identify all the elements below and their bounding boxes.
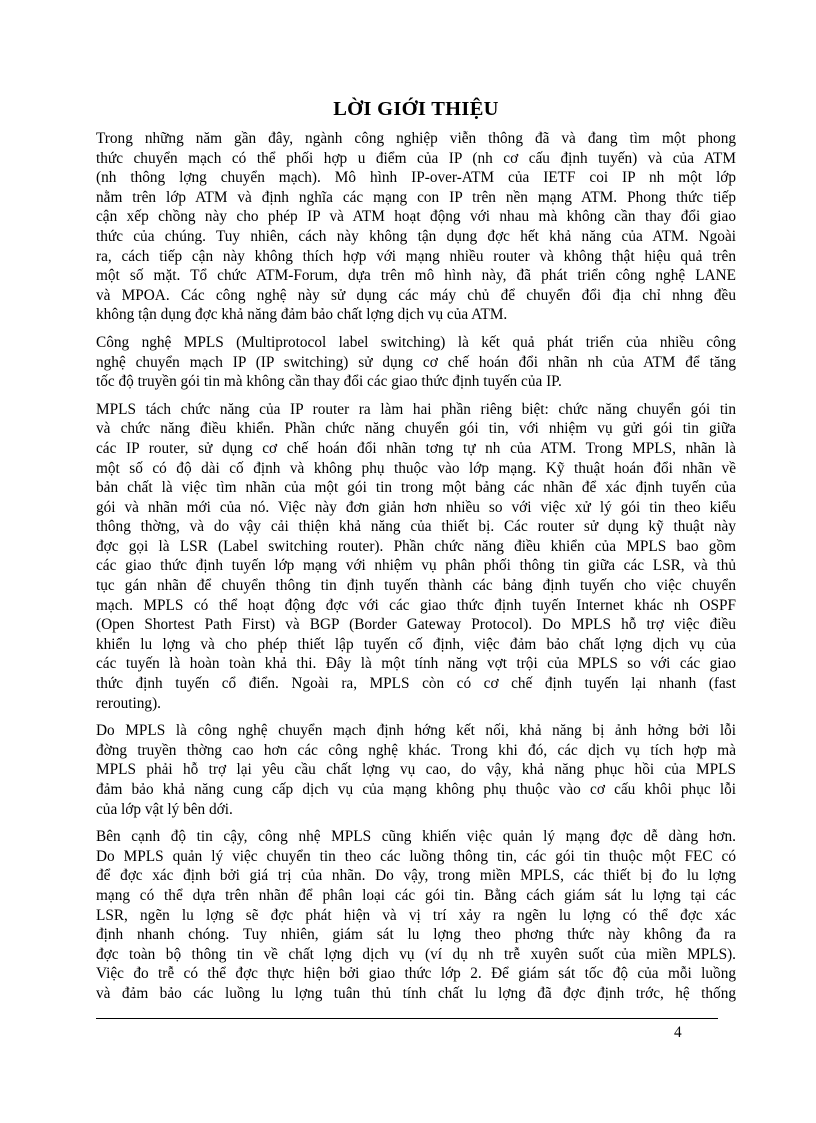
text-line: LSR, ngẽn lu lợng sẽ đợc phát hiện và vị trí xảy ra ngẽn lu lợng có thể đợc xác [96, 906, 736, 924]
text-line: một số mặt. Tổ chức ATM-Forum, dựa trên mô hình này, đã phát triển công nghệ LANE [96, 267, 736, 285]
text-line: bản chất là việc tìm nhãn của một gói tin trong một bảng các nhãn để xác định tuyến của [96, 479, 736, 497]
text-line: gói và nhãn mới của nó. Việc này đơn giản hơn nhiều so với việc xử lý gói tin theo kiểu [96, 498, 736, 516]
text-line: nghệ chuyển mạch IP (IP switching) sử dụng cơ chế hoán đổi nhãn nh của ATM để tăng [96, 353, 736, 371]
text-line: rerouting). [96, 694, 161, 712]
paragraph [96, 827, 736, 1003]
text-line: các tuyến là hoàn toàn khả thi. Đây là một tính năng vợt trội của MPLS so với các giao [96, 655, 736, 673]
text-line: mạch. MPLS có thể hoạt động đợc với các giao thức định tuyến Internet khác nh OSPF [96, 596, 736, 614]
page-title: LỜI GIỚI THIỆU [333, 98, 499, 120]
text-line: đảm bảo khả năng cung cấp dịch vụ của mạng không phụ thuộc vào cơ cấu khôi phục lỗi [96, 781, 736, 798]
text-line: và đảm bảo các luồng lu lợng tuân thủ tính chất lu lợng đã đợc định trớc, hệ thống [96, 984, 736, 1002]
text-line: MPLS phải hỗ trợ lại yêu cầu chất lợng vụ cao, do vậy, khả năng phục hồi của MPLS [96, 761, 736, 779]
text-line: và MPOA. Các công nghệ này sử dụng các máy chủ để chuyển đổi địa chỉ nhng đều [96, 286, 736, 304]
text-line: đợc toàn bộ thông tin về chất lợng dịch vụ (ví dụ nh trễ xuyên suốt của miền MPLS). [96, 945, 736, 963]
text-line: MPLS tách chức năng của IP router ra làm hai phần riêng biệt: chức năng chuyển gói tin [96, 400, 736, 418]
text-line: Công nghệ MPLS (Multiprotocol label switching) là kết quả phát triển của nhiều công [96, 333, 736, 351]
footer-divider [96, 1018, 718, 1019]
text-line: Do MPLS là công nghệ chuyển mạch định hớng kết nối, khả năng bị ảnh hởng bởi lỗi [96, 722, 736, 740]
page-number: 4 [674, 1024, 682, 1041]
text-line: định nhanh chóng. Tuy nhiên, giám sát lu lợng theo phơng thức này không đa ra [96, 926, 736, 944]
text-line: ra, cách tiếp cận này không thích hợp với mạng nhiều router và không thật hiệu quả trên [96, 247, 736, 265]
text-line: Trong những năm gần đây, ngành công nghiệp viễn thông đã và đang tìm một phong [96, 130, 736, 147]
text-line: thức định tuyến cổ điển. Ngoài ra, MPLS còn có cơ chế định tuyến lại nhanh (fast [96, 675, 736, 693]
text-line: của lớp vật lý bên dới. [96, 800, 233, 818]
paragraph [96, 333, 736, 392]
text-line: (Open Shortest Path First) và BGP (Border Gateway Protocol). Do MPLS hỗ trợ việc điều [96, 616, 736, 634]
text-line: và chức năng điều khiển. Phần chức năng chuyển gói tin, với nhiệm vụ gửi gói tin giữa [96, 420, 736, 438]
text-line: (nh thông lợng chuyển mạch). Mô hình IP-over-ATM của IETF coi IP nh một lớp [96, 169, 736, 187]
paragraph [96, 129, 736, 325]
text-line: Bên cạnh độ tin cậy, công nhệ MPLS cũng khiến việc quản lý mạng đợc dễ dàng hơn. [96, 828, 736, 846]
text-line: đờng truyền thờng cao hơn các công nghệ khác. Trong khi đó, các dịch vụ tích hợp mà [96, 741, 736, 759]
text-line: Việc đo trễ có thể đợc thực hiện bởi giao thức lớp 2. Để giám sát tốc độ của mỗi luồng [96, 965, 736, 983]
text-line: thông thờng, và do vậy cải thiện khả năng của thiết bị. Các router sử dụng kỹ thuật này [96, 518, 736, 536]
text-line: nằm trên lớp ATM và định nghĩa các mạng con IP trên nền mạng ATM. Phong thức tiếp [96, 188, 736, 206]
text-line: các IP router, sử dụng cơ chế hoán đổi nhãn tơng tự nh của ATM. Trong MPLS, nhãn là [96, 439, 736, 457]
text-line: cận xếp chồng này cho phép IP và ATM hoạt động với nhau mà không cần thay đổi giao [96, 208, 736, 226]
text-line: thức chuyển mạch có thể phối hợp u điểm của IP (nh cơ cấu định tuyến) và của ATM [96, 149, 736, 167]
document-page [96, 0, 736, 1123]
text-line: mạng có thể dựa trên nhãn để phân loại các gói tin. Bằng cách giám sát lu lợng tại các [96, 886, 736, 904]
text-line: không tận dụng đợc khả năng đảm bảo chất lợng dịch vụ của ATM. [96, 306, 508, 324]
text-line: thức của chúng. Tuy nhiên, cách này không tận dụng đợc hết khả năng của ATM. Ngoài [96, 227, 736, 245]
text-line: đợc gọi là LSR (Label switching router). Phần chức năng điều khiển của MPLS bao gồm [96, 537, 736, 555]
text-line: khiển lu lợng và cho phép thiết lập tuyến cố định, việc đảm bảo chất lợng dịch vụ của [96, 635, 736, 653]
body-text [96, 129, 736, 1012]
text-line: một số có độ dài cố định và không phụ thuộc vào lớp mạng. Kỹ thuật hoán đổi nhãn về [96, 459, 736, 477]
text-line: các giao thức định tuyến lớp mạng với nhiệm vụ phân phối thông tin giữa các LSR, và thủ [96, 557, 736, 575]
paragraph [96, 400, 736, 714]
text-line: tục gán nhãn để chuyển thông tin định tuyến thành các bảng định tuyến cho việc chuyển [96, 577, 736, 595]
text-line: Do MPLS quản lý việc chuyển tin theo các luồng thông tin, các gói tin thuộc một FEC có [96, 847, 736, 865]
text-line: để đợc xác định bởi giá trị của nhãn. Do vậy, trong miền MPLS, các thiết bị đo lu lợng [96, 867, 736, 885]
paragraph [96, 721, 736, 819]
text-line: tốc độ truyền gói tin mà không cần thay đổi các giao thức định tuyến của IP. [96, 373, 562, 391]
